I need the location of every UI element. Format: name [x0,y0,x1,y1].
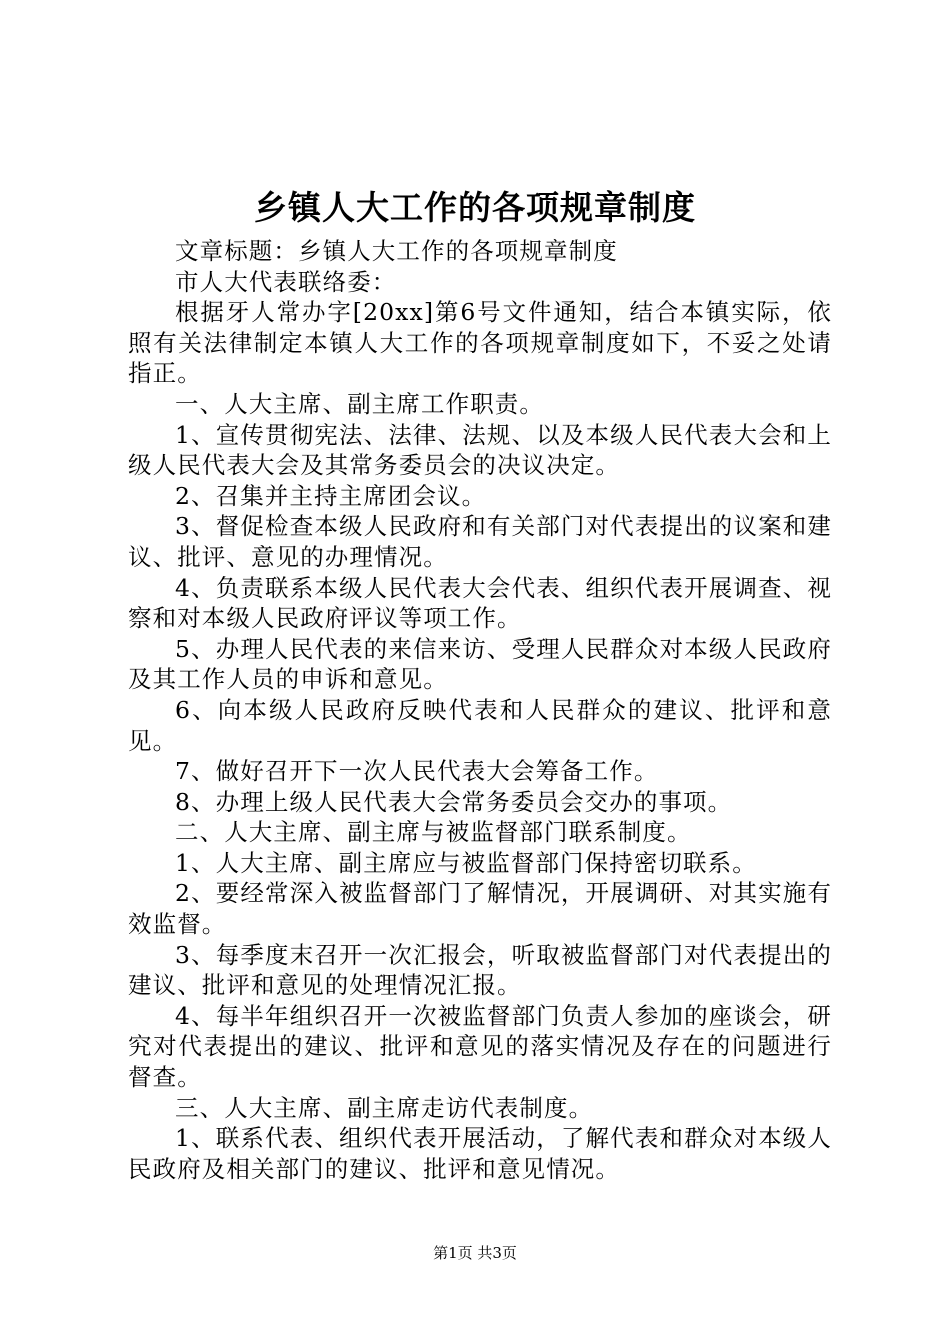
paragraph: 6、向本级人民政府反映代表和人民群众的建议、批评和意见。 [128,695,832,755]
paragraph: 7、做好召开下一次人民代表大会筹备工作。 [175,757,659,786]
paragraph: 1、联系代表、组织代表开展活动，了解代表和群众对本级人民政府及相关部门的建议、批评和意见情况。 [128,1124,832,1183]
paragraph: 4、负责联系本级人民代表大会代表、组织代表开展调查、视察和对本级人民政府评议等项工作。 [128,573,832,633]
paragraph: 3、每季度末召开一次汇报会，听取被监督部门对代表提出的建议、批评和意见的处理情况汇报。 [128,940,832,1000]
page-footer: 第1页 共3页 [433,1244,517,1262]
document-title: 乡镇人大工作的各项规章制度 [254,188,696,227]
paragraph: 1、宣传贯彻宪法、法律、法规、以及本级人民代表大会和上级人民代表大会及其常务委员会的决议决定。 [128,420,832,480]
paragraph: 4、每半年组织召开一次被监督部门负责人参加的座谈会，研究对代表提出的建议、批评和意见的落实情况及存在的问题进行督查。 [128,1001,832,1092]
section-heading: 三、人大主席、副主席走访代表制度。 [175,1093,594,1122]
paragraph: 5、办理人民代表的来信来访、受理人民群众对本级人民政府及其工作人员的申诉和意见。 [128,634,832,694]
paragraph: 文章标题：乡镇人大工作的各项规章制度 [175,237,618,265]
document-body [128,236,832,1184]
paragraph: 8、办理上级人民代表大会常务委员会交办的事项。 [175,787,733,816]
section-heading: 一、人大主席、副主席工作职责。 [175,389,544,418]
section-heading: 二、人大主席、副主席与被监督部门联系制度。 [175,818,692,847]
paragraph: 2、召集并主持主席团会议。 [175,481,487,510]
paragraph: 3、督促检查本级人民政府和有关部门对代表提出的议案和建议、批评、意见的办理情况。 [128,512,832,571]
paragraph: 市人大代表联络委： [175,267,397,296]
paragraph: 根据牙人常办字[20xx]第6号文件通知，结合本镇实际，依照有关法律制定本镇人大工作的各项规章制度如下，不妥之处请指正。 [128,298,832,388]
paragraph: 2、要经常深入被监督部门了解情况，开展调研、对其实施有效监督。 [128,879,832,939]
paragraph: 1、人大主席、副主席应与被监督部门保持密切联系。 [175,848,757,877]
